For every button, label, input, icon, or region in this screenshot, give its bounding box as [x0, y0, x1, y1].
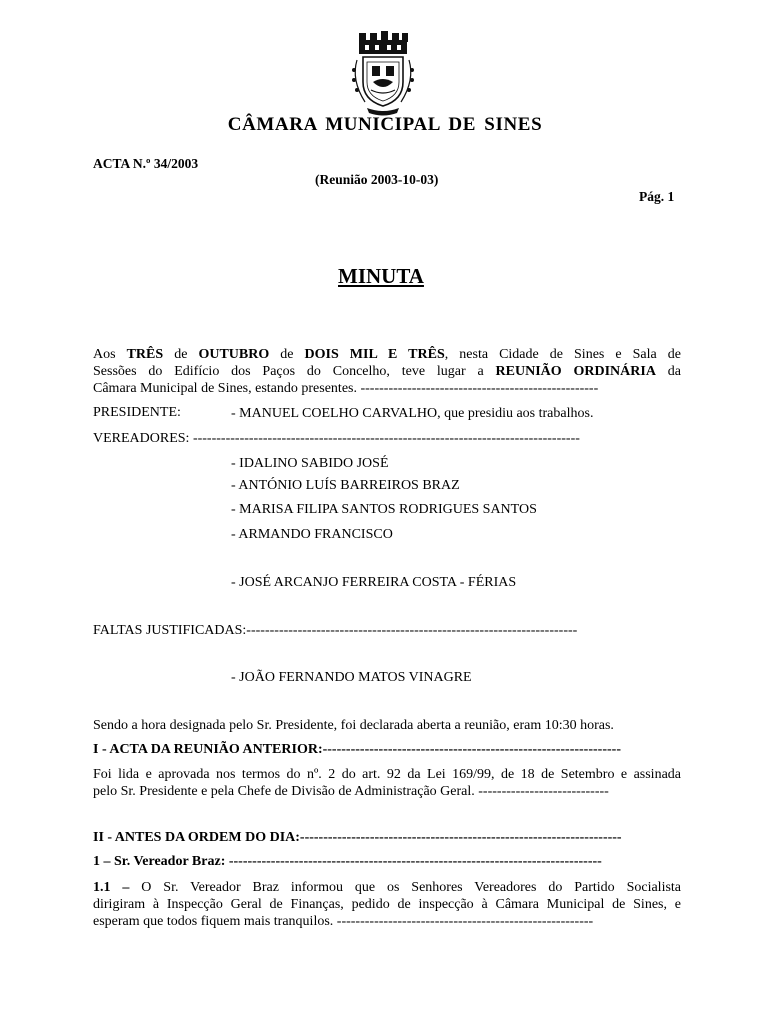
day-text: TRÊS [126, 347, 164, 362]
opening-line-1 [93, 346, 681, 363]
meeting-date: (Reunião 2003-10-03) [315, 172, 439, 187]
page-number: Pág. 1 [639, 189, 675, 204]
presidente-label: PRESIDENTE: [93, 405, 181, 420]
section-1-line-1: Foi lida e aprovada nos termos do nº. 2 do art. 92 da Lei 169/99, de 18 de Setembro e assinada [93, 767, 681, 782]
opening-text: da [655, 364, 681, 379]
section-2-heading: II - ANTES DA ORDEM DO DIA:--------------------------------------------------------------------- [93, 830, 622, 845]
vereador-item: - ANTÓNIO LUÍS BARREIROS BRAZ [231, 478, 460, 493]
council-title: CÂMARA MUNICIPAL DE SINES [227, 114, 543, 135]
presidente-name: - MANUEL COELHO CARVALHO, que presidiu aos trabalhos. [231, 406, 594, 421]
opening-text: de [269, 347, 305, 362]
meeting-type-text: REUNIÃO ORDINÁRIA [495, 364, 656, 379]
item-text: O Sr. Vereador Braz informou que os Senhores Vereadores do Partido Socialista [129, 880, 681, 895]
vereadores-label: VEREADORES: ----------------------------------------------------------------------------------- [93, 431, 580, 446]
item-number: 1.1 – [93, 880, 130, 895]
year-text: DOIS MIL E TRÊS [304, 347, 445, 362]
section-2-line-2: dirigiram à Inspecção Geral de Finanças, pedido de inspecção à Câmara Municipal de Sines, e [93, 897, 681, 912]
falta-item: - JOÃO FERNANDO MATOS VINAGRE [231, 670, 472, 685]
opening-text: Aos [93, 347, 127, 362]
opening-time: Sendo a hora designada pelo Sr. Presidente, foi declarada aberta a reunião, eram 10:30 horas. [93, 718, 614, 733]
opening-line-2 [93, 363, 681, 380]
acta-number: ACTA N.º 34/2003 [93, 156, 199, 171]
vereador-ferias: - JOSÉ ARCANJO FERREIRA COSTA - FÉRIAS [231, 575, 517, 590]
month-text: OUTUBRO [198, 347, 270, 362]
opening-line-3: Câmara Municipal de Sines, estando presentes. --------------------------------------------------- [93, 381, 599, 396]
section-2-subheading: 1 – Sr. Vereador Braz: -------------------------------------------------------------------------------- [93, 854, 602, 869]
document-title: MINUTA [338, 264, 424, 288]
section-2-line-3: esperam que todos fiquem mais tranquilos. ------------------------------------------------------- [93, 914, 594, 929]
municipal-coat-of-arms [345, 30, 421, 116]
vereador-item: - ARMANDO FRANCISCO [231, 527, 393, 542]
vereador-item: - MARISA FILIPA SANTOS RODRIGUES SANTOS [231, 502, 537, 517]
opening-text: , nesta Cidade de Sines e Sala de [444, 347, 681, 362]
vereador-item: - IDALINO SABIDO JOSÉ [231, 456, 389, 471]
opening-text: Sessões do Edifício dos Paços do Concelho, teve lugar a [93, 364, 496, 379]
section-1-heading: I - ACTA DA REUNIÃO ANTERIOR:---------------------------------------------------------------- [93, 742, 621, 757]
section-2-line-1 [93, 879, 681, 896]
faltas-label: FALTAS JUSTIFICADAS:----------------------------------------------------------------------- [93, 623, 578, 638]
opening-text: de [163, 347, 199, 362]
section-1-line-2: pelo Sr. Presidente e pela Chefe de Divisão de Administração Geral. ---------------------------- [93, 784, 609, 799]
